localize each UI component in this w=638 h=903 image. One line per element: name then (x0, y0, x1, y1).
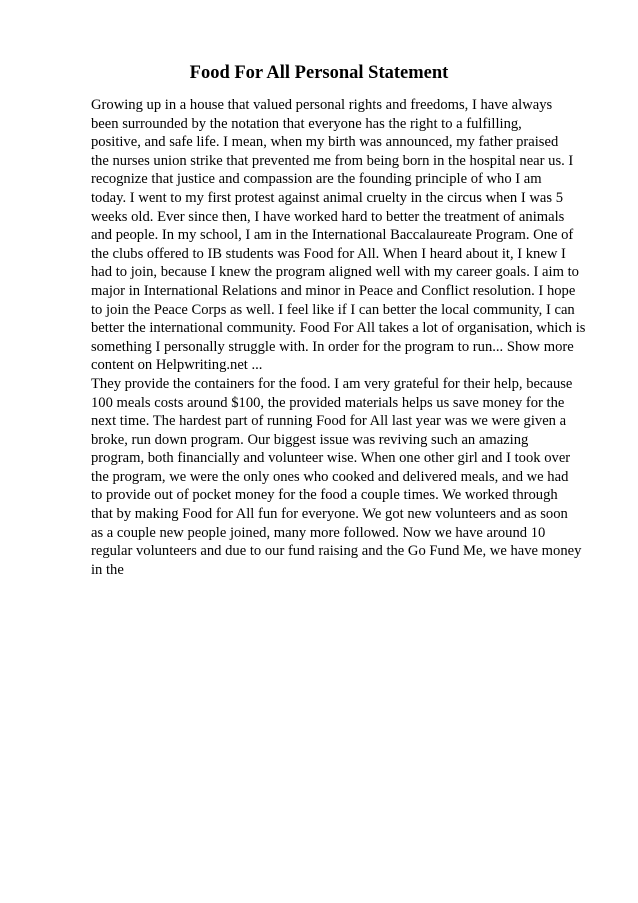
body-line: and people. In my school, I am in the International Baccalaureate Program. One of (91, 227, 574, 244)
body-line: something I personally struggle with. In order for the program to run... Show more (91, 338, 574, 355)
body-line: next time. The hardest part of running Food for All last year was we were given a (91, 413, 567, 430)
body-line: in the (91, 561, 124, 578)
body-line: today. I went to my first protest against animal cruelty in the circus when I was 5 (91, 189, 564, 206)
body-line: program, both financially and volunteer wise. When one other girl and I took over (91, 450, 571, 467)
body-line: as a couple new people joined, many more followed. Now we have around 10 (91, 524, 546, 541)
body-line: recognize that justice and compassion are the founding principle of who I am (91, 171, 542, 188)
body-line: content on Helpwriting.net ... (91, 357, 263, 374)
body-line: They provide the containers for the food. I am very grateful for their help, because (91, 375, 573, 392)
body-line: that by making Food for All fun for everyone. We got new volunteers and as soon (91, 506, 568, 523)
body-line: the nurses union strike that prevented me from being born in the hospital near us. I (91, 152, 574, 169)
body-line: broke, run down program. Our biggest issue was reviving such an amazing (91, 431, 529, 448)
body-line: weeks old. Ever since then, I have worked hard to better the treatment of animals (91, 208, 565, 225)
body-line: better the international community. Food For All takes a lot of organisation, which is (91, 320, 586, 337)
document-title: Food For All Personal Statement (189, 63, 449, 83)
body-line: the program, we were the only ones who cooked and delivered meals, and we had (91, 468, 569, 485)
body-line: to join the Peace Corps as well. I feel like if I can better the local community, I can (91, 301, 575, 318)
body-line: had to join, because I knew the program aligned well with my career goals. I aim to (91, 264, 579, 281)
body-line: Growing up in a house that valued personal rights and freedoms, I have always (91, 97, 553, 113)
body-line: the clubs offered to IB students was Food for All. When I heard about it, I knew I (91, 245, 566, 262)
body-line: regular volunteers and due to our fund raising and the Go Fund Me, we have money (91, 543, 582, 560)
document-body (91, 96, 601, 579)
body-line: major in International Relations and minor in Peace and Conflict resolution. I hope (91, 282, 576, 299)
body-line: to provide out of pocket money for the food a couple times. We worked through (91, 487, 558, 504)
body-line: positive, and safe life. I mean, when my birth was announced, my father praised (91, 134, 559, 151)
body-line: 100 meals costs around $100, the provided materials helps us save money for the (91, 394, 565, 411)
body-line: been surrounded by the notation that everyone has the right to a fulfilling, (91, 115, 522, 132)
